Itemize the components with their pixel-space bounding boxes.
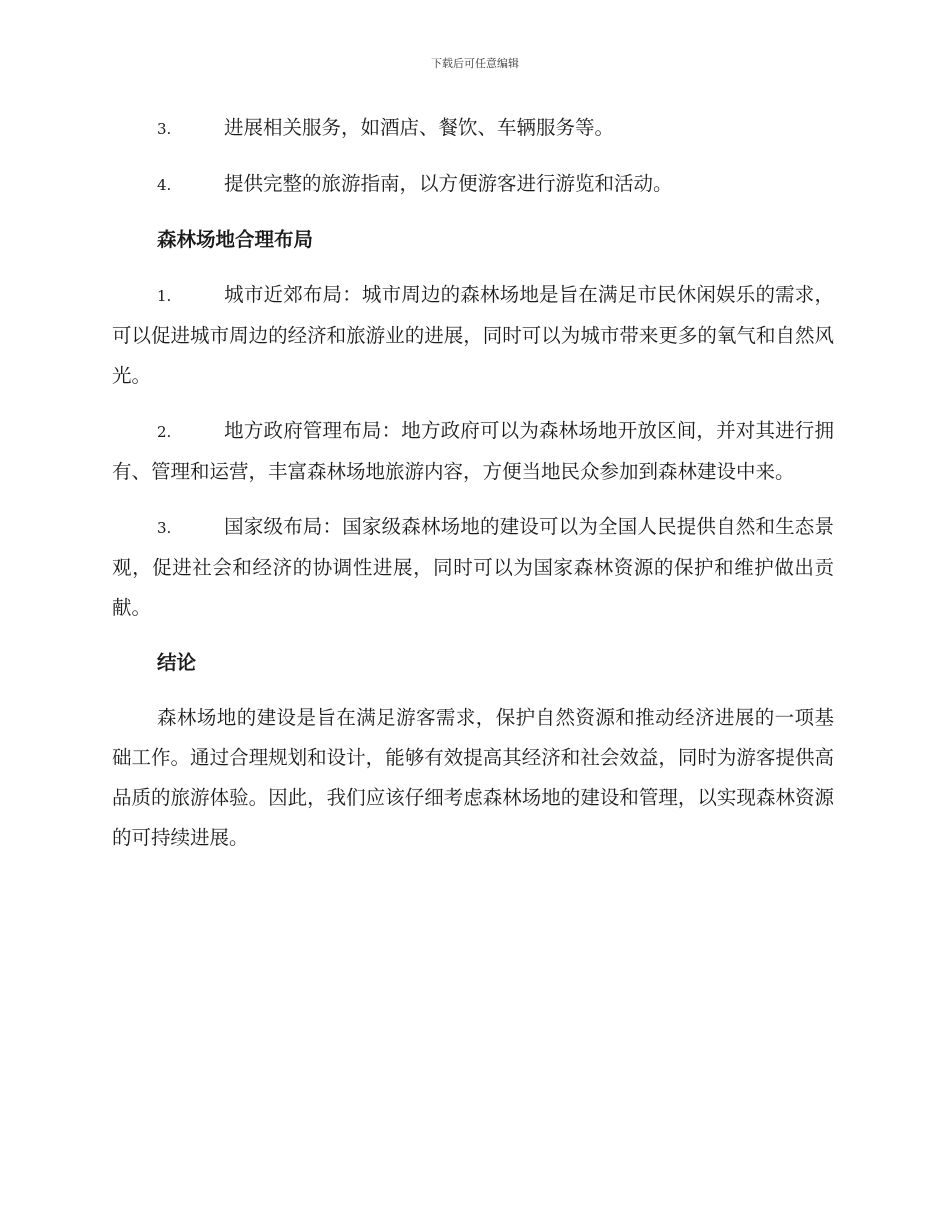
page-content	[112, 108, 834, 858]
section-heading-layout: 森林场地合理布局	[157, 228, 314, 251]
list-text: 进展相关服务，如酒店、餐饮、车辆服务等。	[224, 116, 615, 139]
layout-item	[112, 275, 834, 396]
layout-item	[112, 507, 834, 628]
list-number: 4.	[157, 176, 172, 194]
list-item	[112, 164, 834, 205]
list-number: 1.	[157, 287, 172, 305]
list-number: 3.	[157, 519, 172, 537]
list-text: 提供完整的旅游指南，以方便游客进行游览和活动。	[224, 172, 673, 195]
page-header-note: 下载后可任意编辑	[431, 57, 519, 70]
section-heading-conclusion: 结论	[157, 651, 197, 674]
layout-item	[112, 411, 834, 492]
list-text: 城市近郊布局：城市周边的森林场地是旨在满足市民休闲娱乐的需求，可以促进城市周边的经济和旅游业的进展，同时可以为城市带来更多的氧气和自然风光。	[112, 283, 834, 387]
list-text: 地方政府管理布局：地方政府可以为森林场地开放区间，并对其进行拥有、管理和运营，丰富森林场地旅游内容，方便当地民众参加到森林建设中来。	[112, 419, 834, 483]
list-number: 3.	[157, 120, 172, 138]
list-number: 2.	[157, 423, 172, 441]
list-text: 国家级布局：国家级森林场地的建设可以为全国人民提供自然和生态景观，促进社会和经济的协调性进展，同时可以为国家森林资源的保护和维护做出贡献。	[112, 515, 834, 619]
list-item	[112, 108, 834, 149]
conclusion-paragraph: 森林场地的建设是旨在满足游客需求，保护自然资源和推动经济进展的一项基础工作。通过合理规划和设计，能够有效提高其经济和社会效益，同时为游客提供高品质的旅游体验。因此，我们应该仔细考虑森林场地的建设和管理，以实现森林资源的可持续进展。	[112, 706, 834, 849]
